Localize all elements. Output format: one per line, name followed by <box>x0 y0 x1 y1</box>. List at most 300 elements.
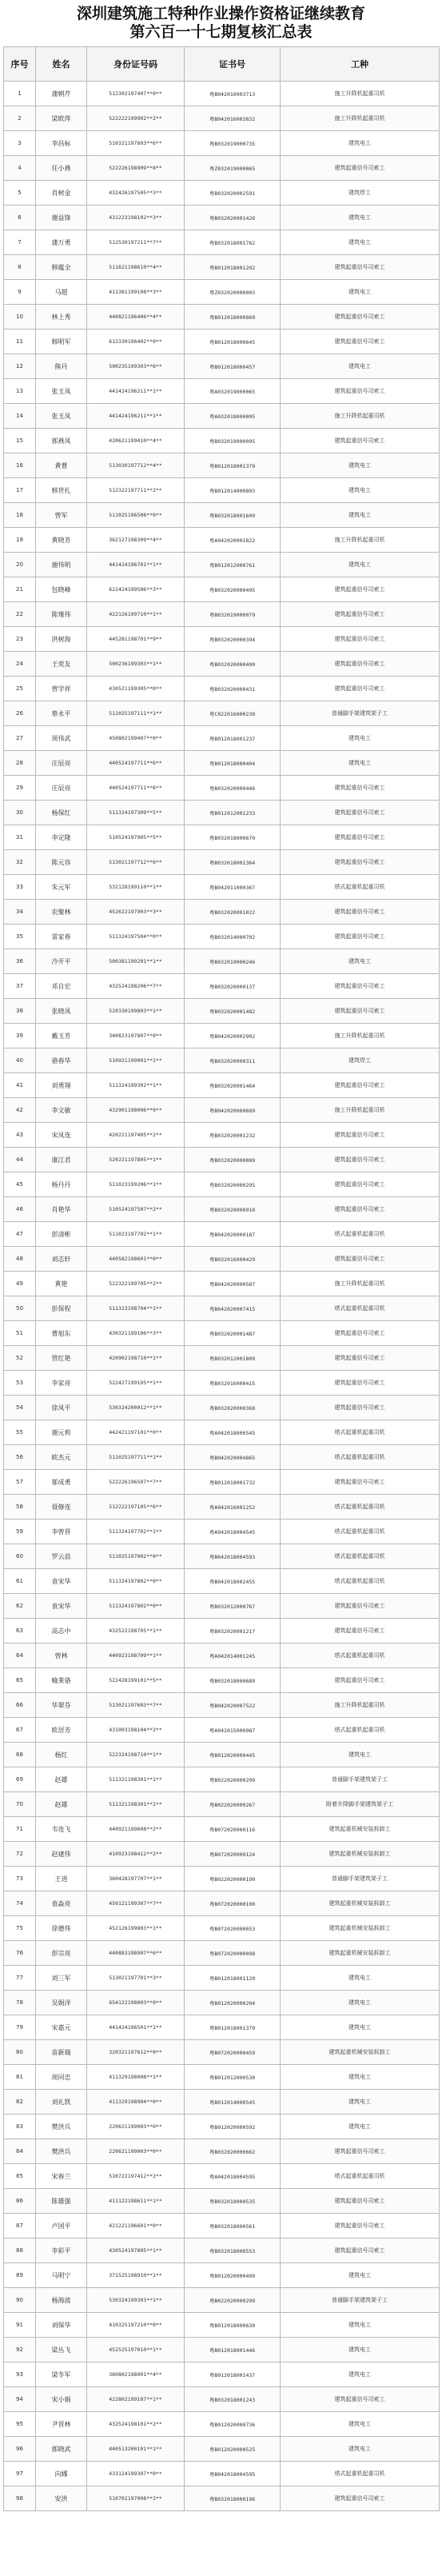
cell-trade: 建筑电工 <box>281 354 440 379</box>
cell-name: 谢伟明 <box>36 553 87 577</box>
cell-id-number: 510702197008**2** <box>87 2486 185 2511</box>
cell-trade: 塔式起重机起重司机 <box>281 1495 440 1520</box>
cell-name: 李文敏 <box>36 1098 87 1123</box>
cell-trade: 建筑起重信号司索工 <box>281 677 440 701</box>
cell-trade: 塔式起重机起重司机 <box>281 1643 440 1668</box>
cell-name: 刘志轩 <box>36 1247 87 1272</box>
cell-seq: 92 <box>4 2338 36 2362</box>
cell-trade: 施工升降机起重司机 <box>281 1693 440 1718</box>
summary-table <box>3 46 440 2511</box>
cell-seq: 4 <box>4 156 36 181</box>
cell-name: 袁宋华 <box>36 1594 87 1619</box>
cell-id-number: 520330199803**1** <box>87 999 185 1024</box>
cell-seq: 55 <box>4 1420 36 1445</box>
cell-trade: 建筑电工 <box>281 2338 440 2362</box>
cell-id-number: 520221197805**1** <box>87 1148 185 1172</box>
cell-name: 彭保程 <box>36 1296 87 1321</box>
cell-trade: 建筑起重信号司索工 <box>281 652 440 677</box>
cell-seq: 17 <box>4 478 36 503</box>
table-row <box>4 1296 440 1321</box>
table-row <box>4 156 440 181</box>
cell-seq: 41 <box>4 1073 36 1098</box>
header-cert-number: 证书号 <box>185 47 281 82</box>
table-body <box>4 82 440 2511</box>
table-row <box>4 1420 440 1445</box>
cell-id-number: 511023199206**1** <box>87 1172 185 1197</box>
cell-name: 周同忠 <box>36 2065 87 2090</box>
cell-id-number: 511324197802**0** <box>87 1569 185 1594</box>
cell-trade: 塔式起重机起重司机 <box>281 1520 440 1544</box>
cell-seq: 32 <box>4 850 36 875</box>
cell-id-number: 612330196402**0** <box>87 329 185 354</box>
cell-name: 华翠芬 <box>36 1693 87 1718</box>
cell-id-number: 513030197712**4** <box>87 453 185 478</box>
cell-cert-number: 粤B012014000545 <box>185 2090 281 2115</box>
cell-cert-number: 粤B032018000196 <box>185 2486 281 2511</box>
cell-seq: 57 <box>4 1470 36 1495</box>
cell-cert-number: 粤B032020000495 <box>185 577 281 602</box>
table-row <box>4 1966 440 1991</box>
cell-seq: 31 <box>4 825 36 850</box>
cell-name: 康江君 <box>36 1148 87 1172</box>
cell-trade: 建筑电工 <box>281 2412 440 2437</box>
cell-trade: 普通脚手架建筑架子工 <box>281 701 440 726</box>
cell-seq: 78 <box>4 1991 36 2015</box>
cell-cert-number: 粤B032020000089 <box>185 1148 281 1172</box>
cell-name: 徐德伟 <box>36 1916 87 1941</box>
cell-trade: 建筑起重信号司索工 <box>281 1470 440 1495</box>
cell-trade: 建筑起重信号司索工 <box>281 1123 440 1148</box>
cell-name: 彭清彬 <box>36 1222 87 1247</box>
cell-id-number: 511023197702**1** <box>87 1222 185 1247</box>
cell-seq: 88 <box>4 2239 36 2263</box>
cell-name: 刘三军 <box>36 1966 87 1991</box>
cell-name: 蒲朝芹 <box>36 82 87 106</box>
cell-name: 尹晋林 <box>36 2412 87 2437</box>
cell-name: 高志中 <box>36 1619 87 1643</box>
cell-id-number: 511324197504**0** <box>87 925 185 949</box>
cell-id-number: 512322197711**2** <box>87 478 185 503</box>
cell-name: 宋春兰 <box>36 2164 87 2189</box>
cell-name: 卢国平 <box>36 2214 87 2239</box>
cell-id-number: 450802199407**0** <box>87 726 185 751</box>
cell-cert-number: 粤B032020001464 <box>185 1073 281 1098</box>
table-row <box>4 2065 440 2090</box>
cell-trade: 建筑起重信号司索工 <box>281 2139 440 2164</box>
header-seq: 序号 <box>4 47 36 82</box>
cell-id-number: 440821196406**4** <box>87 305 185 329</box>
cell-seq: 87 <box>4 2214 36 2239</box>
cell-name: 包晓峰 <box>36 577 87 602</box>
table-row <box>4 1445 440 1470</box>
cell-seq: 83 <box>4 2115 36 2139</box>
cell-seq: 62 <box>4 1594 36 1619</box>
cell-cert-number: 粤B012018001379 <box>185 2015 281 2040</box>
table-row <box>4 701 440 726</box>
cell-name: 熊丹 <box>36 354 87 379</box>
cell-seq: 94 <box>4 2387 36 2412</box>
cell-cert-number: 粤B032012001809 <box>185 1346 281 1371</box>
cell-trade: 建筑起重机械安装拆卸工 <box>281 1817 440 1842</box>
cell-name: 杨海波 <box>36 2288 87 2313</box>
cell-id-number: 430321199106**3** <box>87 1321 185 1346</box>
cell-seq: 39 <box>4 1024 36 1048</box>
cell-trade: 施工升降机起重司机 <box>281 528 440 553</box>
cell-name: 蒲万勇 <box>36 230 87 255</box>
cell-name: 洪树海 <box>36 627 87 652</box>
cell-cert-number: 粤A042018004545 <box>185 1520 281 1544</box>
cell-cert-number: 粤B012018001446 <box>185 2338 281 2362</box>
cell-name: 欧居芳 <box>36 1718 87 1743</box>
cell-seq: 28 <box>4 751 36 776</box>
cell-seq: 38 <box>4 999 36 1024</box>
cell-seq: 25 <box>4 677 36 701</box>
cell-name: 张玉凤 <box>36 379 87 404</box>
table-row <box>4 379 440 404</box>
cell-id-number: 432524198206**7** <box>87 974 185 999</box>
cell-trade: 普通脚手架建筑架子工 <box>281 1767 440 1792</box>
cell-cert-number: 粤B012018001202 <box>185 255 281 280</box>
cell-id-number: 430521199305**0** <box>87 677 185 701</box>
cell-trade: 建筑起重信号司索工 <box>281 1321 440 1346</box>
cell-id-number: 500235199303**6** <box>87 354 185 379</box>
cell-trade: 建筑起重信号司索工 <box>281 974 440 999</box>
cell-name: 农聚林 <box>36 900 87 925</box>
cell-name: 韦连飞 <box>36 1817 87 1842</box>
table-row <box>4 1123 440 1148</box>
cell-name: 谢元莉 <box>36 1420 87 1445</box>
cell-name: 刘礼凯 <box>36 2090 87 2115</box>
cell-cert-number: 粤B012018000457 <box>185 354 281 379</box>
table-row <box>4 1172 440 1197</box>
cell-trade: 建筑电工 <box>281 1991 440 2015</box>
table-row <box>4 2139 440 2164</box>
table-row <box>4 825 440 850</box>
cell-trade: 建筑起重信号司索工 <box>281 2239 440 2263</box>
cell-name: 曹旭东 <box>36 1321 87 1346</box>
cell-trade: 建筑起重信号司索工 <box>281 2387 440 2412</box>
cell-trade: 建筑起重信号司索工 <box>281 379 440 404</box>
cell-id-number: 433124199307**0** <box>87 2462 185 2486</box>
cell-trade: 施工升降机起重司机 <box>281 404 440 429</box>
cell-id-number: 530324200012**1** <box>87 1396 185 1420</box>
cell-id-number: 522222199902**2** <box>87 106 185 131</box>
cell-name: 彭宗亮 <box>36 1941 87 1966</box>
cell-seq: 13 <box>4 379 36 404</box>
table-row <box>4 577 440 602</box>
cell-name: 吴娟洋 <box>36 1991 87 2015</box>
cell-id-number: 522226198909**8** <box>87 156 185 181</box>
table-row <box>4 2288 440 2313</box>
table-row <box>4 1867 440 1891</box>
cell-trade: 建筑起重信号司索工 <box>281 900 440 925</box>
cell-seq: 72 <box>4 1842 36 1867</box>
cell-seq: 33 <box>4 875 36 900</box>
cell-name: 韩世扎 <box>36 478 87 503</box>
cell-seq: 85 <box>4 2164 36 2189</box>
table-row <box>4 2437 440 2462</box>
cell-trade: 建筑电工 <box>281 2263 440 2288</box>
cell-id-number: 431223198102**3** <box>87 206 185 230</box>
cell-id-number: 441424196701**1** <box>87 553 185 577</box>
cell-cert-number: 粤B032020001482 <box>185 999 281 1024</box>
cell-name: 李昌标 <box>36 131 87 156</box>
cell-seq: 74 <box>4 1891 36 1916</box>
cell-cert-number: 粤B022020000190 <box>185 1867 281 1891</box>
cell-cert-number: 粤B012018001379 <box>185 453 281 478</box>
table-row <box>4 2189 440 2214</box>
cell-id-number: 441424196211**1** <box>87 404 185 429</box>
cell-cert-number: 粤C022016000230 <box>185 701 281 726</box>
cell-seq: 35 <box>4 925 36 949</box>
table-row <box>4 1048 440 1073</box>
cell-name: 杨红 <box>36 1743 87 1767</box>
cell-seq: 70 <box>4 1792 36 1817</box>
cell-name: 曾军 <box>36 503 87 528</box>
cell-name: 朱元军 <box>36 875 87 900</box>
cell-name: 马超 <box>36 280 87 305</box>
cell-id-number: 511025197711**1** <box>87 1445 185 1470</box>
cell-cert-number: 粤B032020000446 <box>185 776 281 801</box>
cell-cert-number: 粤B022020000267 <box>185 1792 281 1817</box>
cell-seq: 80 <box>4 2040 36 2065</box>
cell-seq: 45 <box>4 1172 36 1197</box>
table-row <box>4 1743 440 1767</box>
cell-seq: 91 <box>4 2313 36 2338</box>
cell-id-number: 500381199201**1** <box>87 949 185 974</box>
cell-cert-number: 粤B032018000689 <box>185 1668 281 1693</box>
cell-cert-number: 粤B012020000736 <box>185 2412 281 2437</box>
table-row <box>4 1767 440 1792</box>
cell-id-number: 522324198710**1** <box>87 1743 185 1767</box>
cell-cert-number: 粤B072020000190 <box>185 1891 281 1916</box>
cell-id-number: 440883198907**6** <box>87 1941 185 1966</box>
cell-id-number: 440921199608**2** <box>87 1817 185 1842</box>
cell-id-number: 440524197711**6** <box>87 776 185 801</box>
table-row <box>4 131 440 156</box>
cell-id-number: 512302197407**0** <box>87 82 185 106</box>
cell-cert-number: 粤B012018001120 <box>185 1966 281 1991</box>
cell-id-number: 622424199506**3** <box>87 577 185 602</box>
cell-cert-number: 粤B032018001364 <box>185 850 281 875</box>
cell-trade: 施工升降机起重司机 <box>281 106 440 131</box>
cell-name: 罗云浪 <box>36 1544 87 1569</box>
cell-cert-number: 粤B032020000311 <box>185 1048 281 1073</box>
table-row <box>4 1668 440 1693</box>
table-row <box>4 1569 440 1594</box>
cell-trade: 施工升降机起重司机 <box>281 1098 440 1123</box>
cell-id-number: 360802198901**4** <box>87 2362 185 2387</box>
cell-trade: 建筑电工 <box>281 478 440 503</box>
table-row <box>4 949 440 974</box>
table-row <box>4 2090 440 2115</box>
table-row <box>4 255 440 280</box>
cell-cert-number: 粤B032020001487 <box>185 1321 281 1346</box>
cell-cert-number: 粤B032016000429 <box>185 1247 281 1272</box>
cell-cert-number: 粤B012018001437 <box>185 2362 281 2387</box>
cell-cert-number: 粤B032019000735 <box>185 131 281 156</box>
cell-seq: 46 <box>4 1197 36 1222</box>
table-row <box>4 1346 440 1371</box>
cell-trade: 建筑电工 <box>281 503 440 528</box>
cell-id-number: 422126199710**1** <box>87 602 185 627</box>
cell-seq: 24 <box>4 652 36 677</box>
cell-id-number: 511324197802**0** <box>87 1594 185 1619</box>
cell-trade: 建筑电工 <box>281 553 440 577</box>
cell-name: 马明宁 <box>36 2263 87 2288</box>
cell-seq: 27 <box>4 726 36 751</box>
cell-seq: 68 <box>4 1743 36 1767</box>
cell-cert-number: 粤B042010003713 <box>185 82 281 106</box>
cell-name: 张晓凤 <box>36 999 87 1024</box>
cell-trade: 建筑起重信号司索工 <box>281 825 440 850</box>
cell-name: 宋凤连 <box>36 1123 87 1148</box>
cell-seq: 52 <box>4 1346 36 1371</box>
cell-id-number: 510524197905**5** <box>87 825 185 850</box>
cell-id-number: 432901198006**9** <box>87 1098 185 1123</box>
cell-seq: 15 <box>4 429 36 453</box>
cell-name: 黄晓芳 <box>36 528 87 553</box>
table-row <box>4 354 440 379</box>
table-row <box>4 776 440 801</box>
cell-name: 林上秀 <box>36 305 87 329</box>
cell-trade: 建筑起重信号司索工 <box>281 925 440 949</box>
cell-trade: 塔式起重机起重司机 <box>281 1445 440 1470</box>
cell-trade: 施工升降机起重司机 <box>281 82 440 106</box>
cell-seq: 86 <box>4 2189 36 2214</box>
cell-cert-number: 粤B022020000299 <box>185 1767 281 1792</box>
cell-seq: 3 <box>4 131 36 156</box>
cell-name: 郁成勇 <box>36 1470 87 1495</box>
cell-id-number: 511324197702**1** <box>87 1520 185 1544</box>
cell-id-number: 452622197903**3** <box>87 900 185 925</box>
cell-name: 曾学祥 <box>36 677 87 701</box>
cell-name: 周伟武 <box>36 726 87 751</box>
table-row <box>4 453 440 478</box>
cell-cert-number: 粤A042015000987 <box>185 1718 281 1743</box>
cell-cert-number: 粤B032020000137 <box>185 974 281 999</box>
cell-trade: 建筑电工 <box>281 2015 440 2040</box>
document-title-line-1: 深圳建筑施工特种作业操作资格证继续教育 <box>76 5 365 22</box>
cell-id-number: 450121199307**7** <box>87 1891 185 1916</box>
cell-seq: 50 <box>4 1296 36 1321</box>
cell-id-number: 522427199105**1** <box>87 1371 185 1396</box>
cell-seq: 44 <box>4 1148 36 1172</box>
cell-trade: 建筑起重信号司索工 <box>281 1148 440 1172</box>
cell-cert-number: 粤B032020000295 <box>185 1172 281 1197</box>
cell-trade: 建筑起重信号司索工 <box>281 1594 440 1619</box>
table-row <box>4 2412 440 2437</box>
cell-seq: 48 <box>4 1247 36 1272</box>
cell-id-number: 511321198301**1** <box>87 1792 185 1817</box>
cell-trade: 建筑起重信号司索工 <box>281 329 440 354</box>
table-row <box>4 2263 440 2288</box>
table-row <box>4 1247 440 1272</box>
cell-id-number: 410325197210**0** <box>87 2313 185 2338</box>
cell-cert-number: 粤B012012001233 <box>185 801 281 825</box>
cell-id-number: 441424196501**1** <box>87 2015 185 2040</box>
cell-id-number: 340823197807**0** <box>87 1024 185 1048</box>
cell-name: 梁欧萍 <box>36 106 87 131</box>
cell-cert-number: 粤A042018004595 <box>185 2164 281 2189</box>
cell-seq: 10 <box>4 305 36 329</box>
cell-id-number: 441424196211**1** <box>87 379 185 404</box>
cell-id-number: 420621199410**4** <box>87 429 185 453</box>
cell-cert-number: 粤A042020001822 <box>185 528 281 553</box>
cell-cert-number: 粤Z032019000065 <box>185 156 281 181</box>
cell-id-number: 510722197412**2** <box>87 2164 185 2189</box>
cell-cert-number: 粤B042018002455 <box>185 1569 281 1594</box>
cell-trade: 建筑起重信号司索工 <box>281 1396 440 1420</box>
cell-cert-number: 粤B072020000459 <box>185 2040 281 2065</box>
cell-name: 李彩平 <box>36 2239 87 2263</box>
document-title-line-2: 第六百一十七期复核汇总表 <box>129 23 313 41</box>
cell-name: 雷家春 <box>36 925 87 949</box>
cell-cert-number: 粤B042011000367 <box>185 875 281 900</box>
cell-seq: 37 <box>4 974 36 999</box>
table-row <box>4 1371 440 1396</box>
cell-seq: 6 <box>4 206 36 230</box>
cell-name: 苗新瑞 <box>36 2040 87 2065</box>
cell-name: 陈瑾伟 <box>36 602 87 627</box>
cell-seq: 36 <box>4 949 36 974</box>
cell-id-number: 362127198309**4** <box>87 528 185 553</box>
cell-id-number: 411329198008**1** <box>87 2065 185 2090</box>
cell-cert-number: 粤B012020000499 <box>185 2263 281 2288</box>
cell-trade: 建筑电工 <box>281 453 440 478</box>
cell-name: 樊洪兵 <box>36 2115 87 2139</box>
cell-seq: 49 <box>4 1272 36 1296</box>
cell-name: 袁宋华 <box>36 1569 87 1594</box>
cell-trade: 建筑起重机械安装拆卸工 <box>281 1941 440 1966</box>
cell-name: 戴玉芳 <box>36 1024 87 1048</box>
cell-seq: 43 <box>4 1123 36 1148</box>
cell-id-number: 530324199303**1** <box>87 2288 185 2313</box>
cell-id-number: 522226196507**7** <box>87 1470 185 1495</box>
cell-cert-number: 粤B042020002902 <box>185 1024 281 1048</box>
table-row <box>4 999 440 1024</box>
table-row <box>4 404 440 429</box>
header-name: 姓名 <box>36 47 87 82</box>
cell-id-number: 511025197111**1** <box>87 701 185 726</box>
cell-name: 曾林 <box>36 1643 87 1668</box>
cell-id-number: 421221196601**0** <box>87 2214 185 2239</box>
cell-seq: 8 <box>4 255 36 280</box>
cell-name: 向娜 <box>36 2462 87 2486</box>
cell-trade: 施工升降机起重司机 <box>281 1024 440 1048</box>
cell-trade: 建筑电工 <box>281 2065 440 2090</box>
table-row <box>4 900 440 925</box>
cell-trade: 建筑起重信号司索工 <box>281 2189 440 2214</box>
cell-cert-number: 粤B042020007415 <box>185 1296 281 1321</box>
table-row <box>4 2462 440 2486</box>
table-row <box>4 2214 440 2239</box>
table-row <box>4 627 440 652</box>
cell-trade: 建筑电工 <box>281 2313 440 2338</box>
cell-seq: 9 <box>4 280 36 305</box>
cell-id-number: 220621199003**0** <box>87 2115 185 2139</box>
table-row <box>4 1024 440 1048</box>
table-row <box>4 875 440 900</box>
cell-seq: 93 <box>4 2362 36 2387</box>
table-row <box>4 2338 440 2362</box>
cell-name: 蔡永平 <box>36 701 87 726</box>
cell-cert-number: 粤B032020001426 <box>185 206 281 230</box>
table-row <box>4 1792 440 1817</box>
cell-trade: 附着升降脚手架建筑架子工 <box>281 1792 440 1817</box>
cell-id-number: 510321197603**6** <box>87 131 185 156</box>
table-row <box>4 2015 440 2040</box>
